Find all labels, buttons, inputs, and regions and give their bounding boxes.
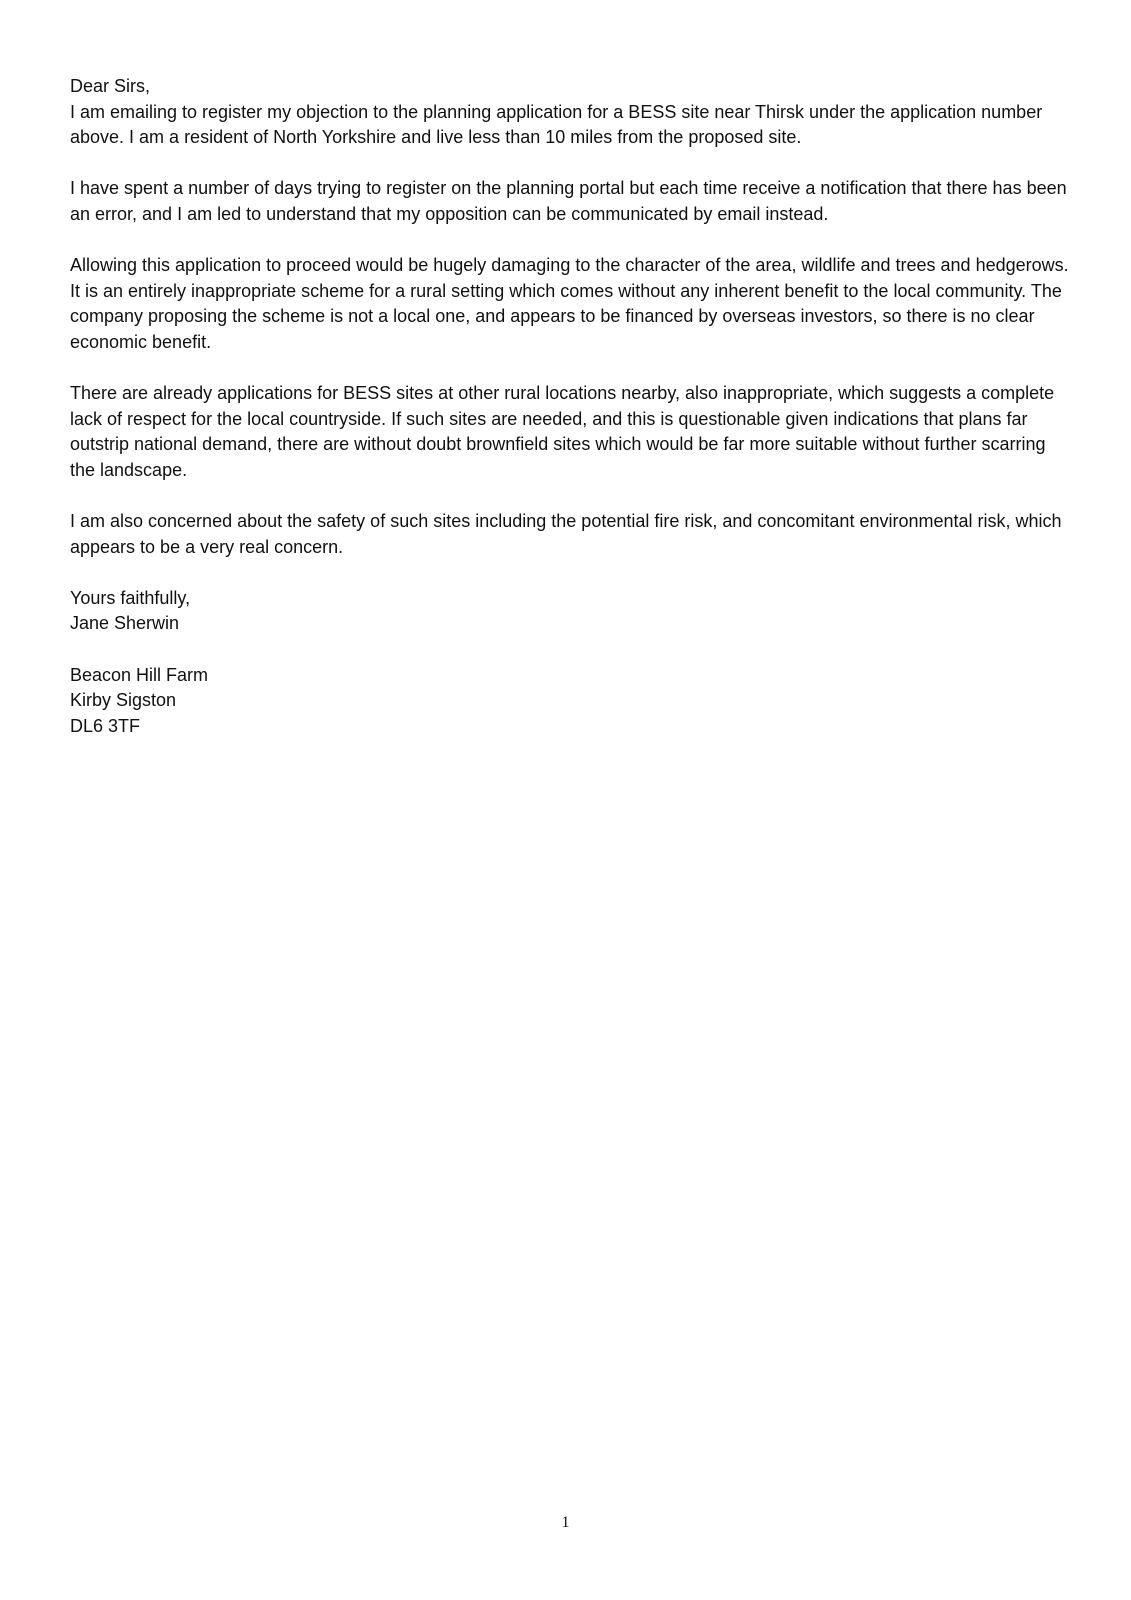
closing: Yours faithfully, <box>70 587 191 608</box>
page-number: 1 <box>561 1514 570 1531</box>
paragraph-4: There are already applications for BESS sites at other rural locations nearby, also inappropriate, which suggests a complete lack of respect for the local countryside. If such sites are needed, and this is questionable given indications that plans far outstrip national demand, there are without doubt brownfield sites which would be far more suitable without further scarring the landscape. <box>70 383 1055 480</box>
address-line-2: Kirby Sigston <box>70 690 177 711</box>
address-line-1: Beacon Hill Farm <box>70 664 209 685</box>
paragraph-1: I am emailing to register my objection to the planning application for a BESS site near Thirsk under the application number above. I am a resident of North Yorkshire and live less than 10 miles from the proposed site. <box>70 101 1043 148</box>
address-line-3: DL6 3TF <box>70 715 141 736</box>
paragraph-2: I have spent a number of days trying to register on the planning portal but each time receive a notification that there has been an error, and I am led to understand that my opposition can be communicated by email instead. <box>70 178 1067 224</box>
salutation: Dear Sirs, <box>70 76 151 96</box>
paragraph-3: Allowing this application to proceed would be hugely damaging to the character of the area, wildlife and trees and hedgerows. It is an entirely inappropriate scheme for a rural setting which comes without any inherent benefit to the local community. The company proposing the scheme is not a local one, and appears to be financed by overseas investors, so there is no clear economic benefit. <box>70 255 1069 352</box>
letter-body <box>70 74 1070 739</box>
signature-name: Jane Sherwin <box>70 613 180 634</box>
paragraph-5: I am also concerned about the safety of such sites including the potential fire risk, and concomitant environmental risk, which appears to be a very real concern. <box>70 511 1062 557</box>
